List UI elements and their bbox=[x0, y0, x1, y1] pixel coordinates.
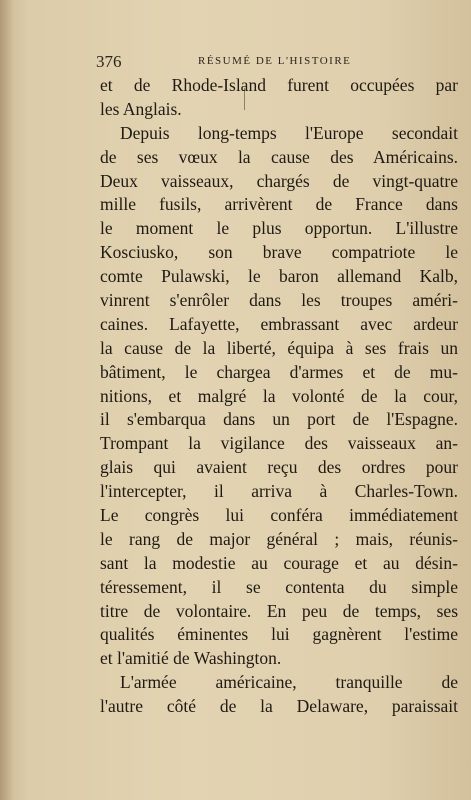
text-line: Le congrès lui conféra immédiatement bbox=[100, 505, 458, 526]
text-line: et l'amitié de Washington. bbox=[100, 648, 282, 669]
text-line: bâtiment, le chargea d'armes et de mu- bbox=[100, 361, 458, 382]
page-number: 376 bbox=[96, 52, 122, 71]
text-line: Deux vaisseaux, chargés de vingt-quatre bbox=[100, 170, 458, 191]
body-text bbox=[100, 74, 458, 719]
text-line: mille fusils, arrivèrent de France dans bbox=[100, 194, 458, 215]
text-line: le rang de major général ; mais, réunis- bbox=[100, 528, 458, 549]
text-line: il s'embarqua dans un port de l'Espagne. bbox=[100, 409, 458, 430]
text-line: glais qui avaient reçu des ordres pour bbox=[100, 457, 458, 478]
text-line: le moment le plus opportun. L'illustre bbox=[100, 218, 458, 239]
text-line: qualités éminentes lui gagnèrent l'estime bbox=[100, 624, 458, 645]
text-line: titre de volontaire. En peu de temps, ses bbox=[100, 600, 458, 621]
text-line: nitions, et malgré la volonté de la cour, bbox=[100, 385, 458, 406]
text-line: la cause de la liberté, équipa à ses frais un bbox=[100, 337, 458, 358]
text-line: vinrent s'enrôler dans les troupes améri- bbox=[100, 290, 458, 311]
page-header bbox=[96, 52, 458, 72]
text-line: Depuis long-temps l'Europe secondait bbox=[120, 122, 458, 143]
text-line: l'intercepter, il arriva à Charles-Town. bbox=[100, 481, 458, 502]
text-line: sant la modestie au courage et au désin- bbox=[100, 552, 458, 573]
text-line: les Anglais. bbox=[100, 98, 182, 119]
text-line: de ses vœux la cause des Américains. bbox=[100, 146, 458, 167]
text-line: L'armée américaine, tranquille de bbox=[120, 672, 458, 693]
text-line: Trompant la vigilance des vaisseaux an- bbox=[100, 433, 458, 454]
text-line: comte Pulawski, le baron allemand Kalb, bbox=[100, 266, 458, 287]
text-line: caines. Lafayette, embrassant avec ardeur bbox=[100, 313, 458, 334]
text-line: et de Rhode-Island furent occupées par bbox=[100, 75, 458, 95]
text-line: l'autre côté de la Delaware, paraissait bbox=[100, 696, 458, 717]
text-line: Kosciusko, son brave compatriote le bbox=[100, 242, 458, 263]
text-line: téressement, il se contenta du simple bbox=[100, 576, 458, 597]
spine-shadow bbox=[0, 0, 14, 800]
running-head: RÉSUMÉ DE L'HISTOIRE bbox=[198, 55, 352, 67]
